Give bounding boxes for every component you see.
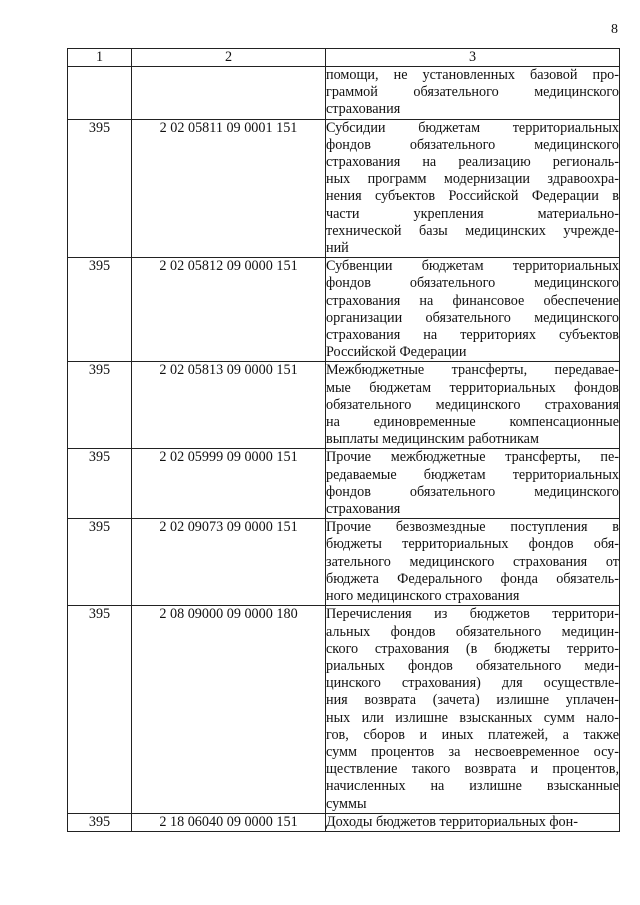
description-line: Перечисления из бюджетов территори- (326, 606, 619, 623)
description-line: Российской Федерации (326, 344, 467, 361)
description-cell (326, 813, 620, 831)
revenue-code-cell: 2 02 05811 09 0001 151 (132, 119, 326, 258)
description-line: граммой обязательного медицинского (326, 84, 619, 101)
description-line: ных программ модернизации здравоохра- (326, 171, 619, 188)
description-cell (326, 258, 620, 362)
description-line: обязательного медицинского страхования (326, 396, 619, 413)
description-line: страхования на территориях субъектов (326, 327, 619, 344)
admin-code-cell (68, 67, 132, 120)
description-line: фондов обязательного медицинского (326, 136, 619, 153)
revenue-code-cell (132, 67, 326, 120)
description-line: суммы (326, 795, 367, 812)
revenue-code-cell: 2 02 09073 09 0000 151 (132, 519, 326, 606)
description-line: мые бюджетам территориальных фондов (326, 379, 619, 396)
table-row (68, 519, 620, 606)
table-row (68, 258, 620, 362)
table-row (68, 449, 620, 519)
description-line: Прочие межбюджетные трансферты, пе- (326, 449, 619, 466)
table-row (68, 606, 620, 813)
description-line: зательного медицинского страхования от (326, 553, 619, 570)
description-line: ний (326, 240, 349, 257)
table-header-row (68, 49, 620, 67)
column-header-1: 1 (68, 49, 132, 67)
admin-code-cell: 395 (68, 119, 132, 258)
description-line: страхования на реализацию региональ- (326, 154, 619, 171)
description-line: начисленных на излишне взысканные (326, 778, 619, 795)
description-line: сумм процентов за несвоевременное осу- (326, 743, 619, 760)
description-line: Прочие безвозмездные поступления в (326, 519, 619, 536)
revenue-code-cell: 2 18 06040 09 0000 151 (132, 813, 326, 831)
admin-code-cell: 395 (68, 258, 132, 362)
revenue-code-cell: 2 08 09000 09 0000 180 (132, 606, 326, 813)
description-line: фондов обязательного медицинского (326, 483, 619, 500)
admin-code-cell: 395 (68, 449, 132, 519)
description-line: Межбюджетные трансферты, передавае- (326, 362, 619, 379)
description-line: Доходы бюджетов территориальных фон- (326, 813, 578, 830)
description-line: редаваемые бюджетам территориальных (326, 466, 619, 483)
description-line: части укрепления материально- (326, 205, 619, 222)
column-header-3: 3 (326, 49, 620, 67)
description-line: ществление такого возврата и процентов, (326, 761, 619, 778)
description-line: помощи, не установленных базовой про- (326, 67, 619, 83)
description-cell (326, 606, 620, 813)
table-row (68, 119, 620, 258)
table-row (68, 813, 620, 831)
description-line: цинского страхования) для осуществле- (326, 675, 619, 692)
revenue-code-cell: 2 02 05813 09 0000 151 (132, 362, 326, 449)
description-cell (326, 449, 620, 519)
description-line: ния возврата (зачета) излишне уплачен- (326, 692, 619, 709)
description-line: альных фондов обязательного медицин- (326, 623, 619, 640)
description-cell (326, 519, 620, 606)
description-line: ского страхования (в бюджеты террито- (326, 640, 619, 657)
description-line: технической базы медицинских учрежде- (326, 222, 619, 239)
admin-code-cell: 395 (68, 606, 132, 813)
revenue-code-cell: 2 02 05812 09 0000 151 (132, 258, 326, 362)
description-line: гов, сборов и иных платежей, а также (326, 726, 619, 743)
description-line: страхования на финансовое обеспечение (326, 292, 619, 309)
description-line: Субсидии бюджетам территориальных (326, 119, 619, 136)
description-line: выплаты медицинским работникам (326, 431, 539, 448)
table-row (68, 67, 620, 120)
description-line: риальных фондов обязательного меди- (326, 657, 619, 674)
budget-codes-table (67, 48, 620, 832)
description-line: ных или излишне взысканных сумм нало- (326, 709, 619, 726)
description-line: фондов обязательного медицинского (326, 275, 619, 292)
description-cell (326, 67, 620, 120)
admin-code-cell: 395 (68, 362, 132, 449)
description-line: организации обязательного медицинского (326, 309, 619, 326)
column-header-2: 2 (132, 49, 326, 67)
description-line: бюджета Федерального фонда обязатель- (326, 570, 619, 587)
description-line: на единовременные компенсационные (326, 414, 619, 431)
description-line: Субвенции бюджетам территориальных (326, 258, 619, 275)
description-line: нения субъектов Российской Федерации в (326, 188, 619, 205)
description-line: бюджеты территориальных фондов обя- (326, 536, 619, 553)
table-row (68, 362, 620, 449)
description-line: ного медицинского страхования (326, 588, 520, 605)
table-body (68, 67, 620, 832)
description-line: страхования (326, 101, 401, 118)
description-line: страхования (326, 501, 401, 518)
description-cell (326, 362, 620, 449)
admin-code-cell: 395 (68, 813, 132, 831)
revenue-code-cell: 2 02 05999 09 0000 151 (132, 449, 326, 519)
page-number: 8 (611, 22, 618, 37)
description-cell (326, 119, 620, 258)
admin-code-cell: 395 (68, 519, 132, 606)
